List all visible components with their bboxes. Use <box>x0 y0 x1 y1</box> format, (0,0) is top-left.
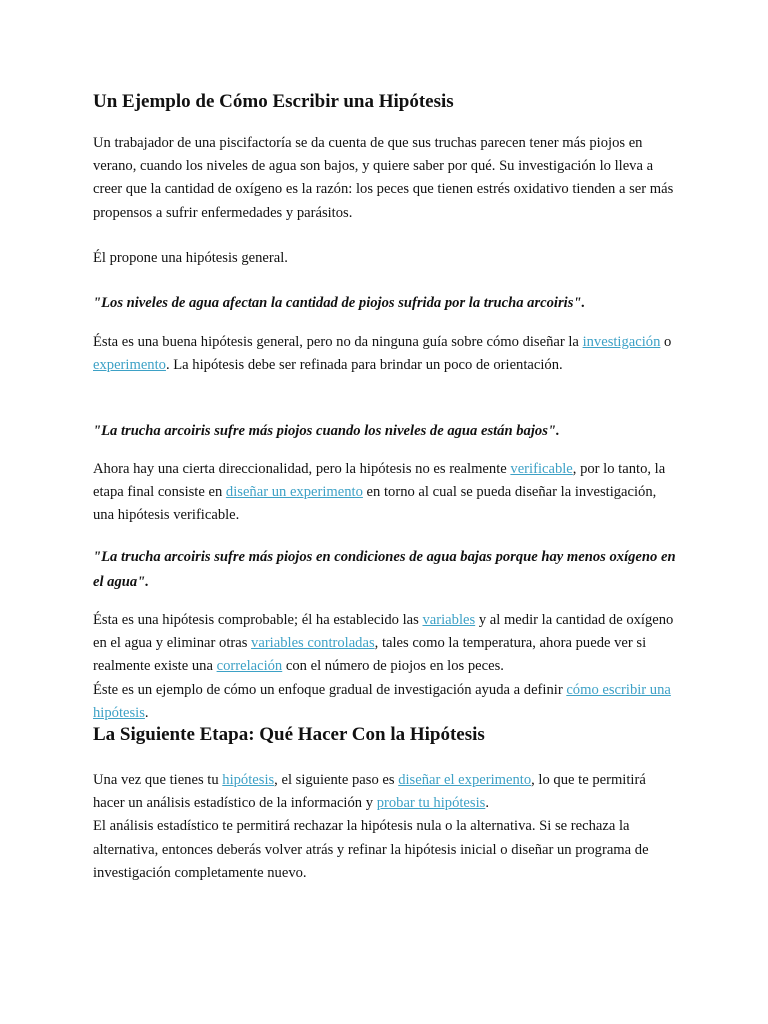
paragraph-statistical-analysis: El análisis estadístico te permitirá rechazar la hipótesis nula o la alternativa. Si se rechaza la alternativa, entonces deberás volver atrás y refinar la hipótesis inicial o diseñar un programa de investigación completamente nuevo. <box>93 818 649 881</box>
text-span: , lo que te permitirá hacer un análisis estadístico de la información y <box>93 772 646 812</box>
quote-hypothesis-1: "Los niveles de agua afectan la cantidad de piojos sufrida por la trucha arcoiris". <box>93 295 586 311</box>
quote-hypothesis-3: "La trucha arcoiris sufre más piojos en condiciones de agua bajas porque hay menos oxígeno en el agua". <box>93 549 676 590</box>
link-investigacion[interactable]: investigación <box>582 334 661 350</box>
paragraph-refine <box>93 331 677 377</box>
text-span: y al medir la cantidad de oxígeno en el agua y eliminar otras <box>93 612 674 652</box>
section-title-siguiente-etapa: La Siguiente Etapa: Qué Hacer Con la Hipótesis <box>93 724 485 745</box>
text-span: Éste es un ejemplo de cómo un enfoque gradual de investigación ayuda a definir <box>93 681 567 698</box>
quote-hypothesis-2: "La trucha arcoiris sufre más piojos cuando los niveles de agua están bajos". <box>93 423 560 439</box>
paragraph-direction <box>93 458 677 528</box>
text-span: , tales como la temperatura, ahora puede ver si realmente existe una <box>93 635 647 675</box>
link-disenar-el-experimento[interactable]: diseñar el experimento <box>398 772 532 788</box>
paragraph-general-hypothesis: Él propone una hipótesis general. <box>93 250 288 266</box>
text-span: en torno al cual se pueda diseñar la investigación, una hipótesis verificable. <box>93 484 657 524</box>
text-span: con el número de piojos en los peces. <box>282 658 504 675</box>
text-span: o <box>660 334 672 350</box>
text-span: . <box>485 795 489 812</box>
text-span: Ahora hay una cierta direccionalidad, pero la hipótesis no es realmente <box>93 461 511 477</box>
text-span: , el siguiente paso es <box>274 772 399 788</box>
link-hipotesis[interactable]: hipótesis <box>222 772 275 788</box>
text-span: Una vez que tienes tu <box>93 772 223 788</box>
text-span: Ésta es una hipótesis comprobable; él ha establecido las <box>93 612 423 628</box>
text-span: . La hipótesis debe ser refinada para brindar un poco de orientación. <box>165 357 563 374</box>
paragraph-intro: Un trabajador de una piscifactoría se da cuenta de que sus truchas parecen tener más piojos en verano, cuando los niveles de agua son bajos, y quiere saber por qué. Su investigación lo lleva a creer que la cantidad de oxígeno es la razón: los peces que tienen estrés oxidativo tienden a ser más propensos a sufrir enfermedades y parásitos. <box>93 135 674 221</box>
text-span: , por lo tanto, la etapa final consiste en <box>93 461 666 501</box>
text-span: . <box>144 704 149 721</box>
link-disenar-experimento[interactable]: diseñar un experimento <box>225 484 363 501</box>
link-verificable[interactable]: verificable <box>510 461 573 477</box>
link-experimento[interactable]: experimento <box>93 357 166 374</box>
section-title-ejemplo: Un Ejemplo de Cómo Escribir una Hipótesis <box>93 91 454 112</box>
paragraph-testable <box>93 609 677 725</box>
link-variables-controladas[interactable]: variables controladas <box>251 635 375 652</box>
link-probar-hipotesis[interactable]: probar tu hipótesis <box>376 795 486 812</box>
link-como-escribir-hipotesis[interactable]: cómo escribir una hipótesis <box>93 681 671 721</box>
text-span: Ésta es una buena hipótesis general, pero no da ninguna guía sobre cómo diseñar la <box>93 334 583 350</box>
link-correlacion[interactable]: correlación <box>216 658 283 675</box>
link-variables[interactable]: variables <box>422 612 476 628</box>
paragraph-next-step <box>93 769 677 885</box>
